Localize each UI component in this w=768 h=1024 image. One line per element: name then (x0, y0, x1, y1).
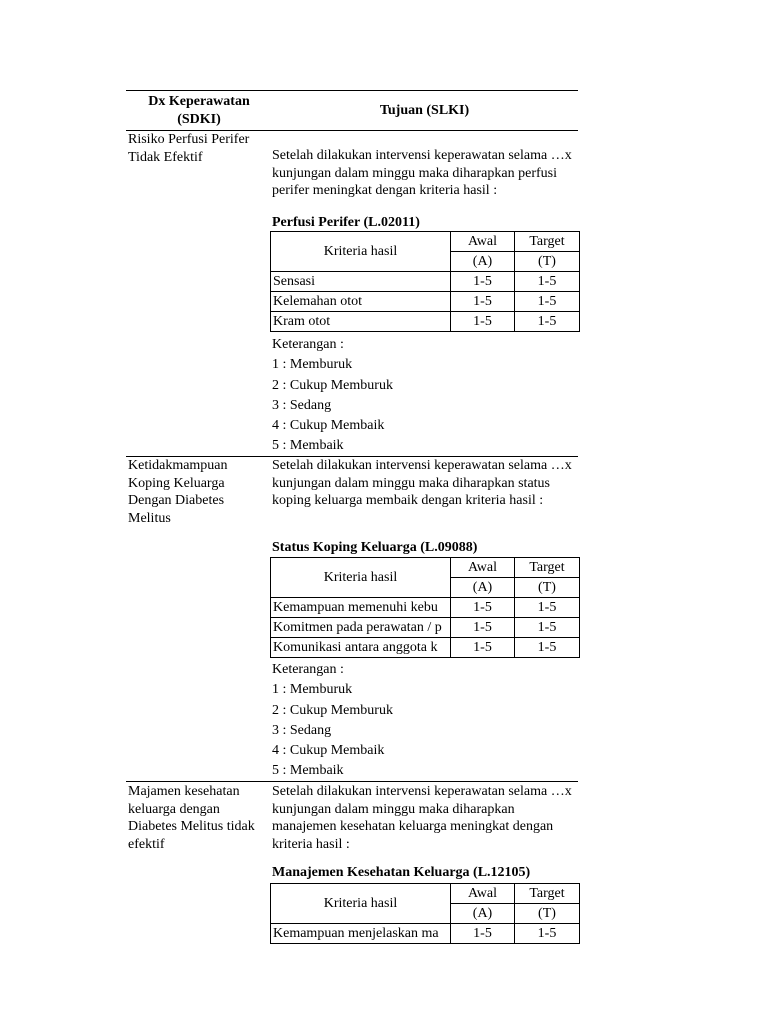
kriteria-cell: Sensasi (271, 272, 451, 292)
criteria-table-perfusi (270, 231, 580, 332)
awal-cell: 1-5 (451, 272, 515, 292)
subtitle-koping: Status Koping Keluarga (L.09088) (272, 540, 478, 555)
col-awal-header: Awal (451, 558, 515, 578)
kriteria-cell: Kemampuan memenuhi kebu (271, 598, 451, 618)
col-awal-header: Awal (451, 884, 515, 904)
criteria-table-koping (270, 557, 580, 658)
kriteria-cell: Kelemahan otot (271, 292, 451, 312)
col-target-code: (T) (515, 904, 580, 924)
table-row (271, 924, 580, 944)
keterangan-title: Keterangan : (272, 337, 344, 352)
kriteria-cell: Komunikasi antara anggota k (271, 638, 451, 658)
keterangan-item: 2 : Cukup Memburuk (272, 377, 393, 393)
keterangan-item: 5 : Membaik (272, 438, 344, 454)
goal-manajemen: Setelah dilakukan intervensi keperawatan selama …x kunjungan dalam minggu maka diharapkan manajemen kesehatan keluarga meningkat dengan kriteria hasil : (272, 784, 572, 852)
col-target-header: Target (515, 232, 580, 252)
col-kriteria-header: Kriteria hasil (271, 884, 451, 924)
target-cell: 1-5 (515, 598, 580, 618)
col-awal-code: (A) (451, 904, 515, 924)
table-row (271, 598, 580, 618)
col-awal-code: (A) (451, 252, 515, 272)
subtitle-perfusi: Perfusi Perifer (L.02011) (272, 215, 420, 230)
target-cell: 1-5 (515, 272, 580, 292)
table-row (271, 292, 580, 312)
col-awal-code: (A) (451, 578, 515, 598)
keterangan-item: 2 : Cukup Memburuk (272, 702, 393, 718)
target-cell: 1-5 (515, 312, 580, 332)
subtitle-manajemen: Manajemen Kesehatan Keluarga (L.12105) (272, 865, 531, 880)
dx-koping: Ketidakmampuan Koping Keluarga Dengan Diabetes Melitus (128, 458, 228, 526)
header-tujuan: Tujuan (SLKI) (379, 103, 470, 118)
goal-koping: Setelah dilakukan intervensi keperawatan selama …x kunjungan dalam minggu maka diharapkan status koping keluarga membaik dengan kriteria hasil : (272, 458, 572, 508)
col-awal-header: Awal (451, 232, 515, 252)
table-row (271, 272, 580, 292)
keterangan-item: 5 : Membaik (272, 763, 344, 779)
header-dx-line2: (SDKI) (177, 111, 221, 127)
dx-manajemen: Majamen kesehatan keluarga dengan Diabetes Melitus tidak efektif (128, 784, 255, 852)
table-row (271, 638, 580, 658)
keterangan-koping (272, 660, 393, 782)
col-target-header: Target (515, 558, 580, 578)
table-top-rule (126, 90, 578, 91)
awal-cell: 1-5 (451, 292, 515, 312)
kriteria-cell: Komitmen pada perawatan / p (271, 618, 451, 638)
criteria-table-manajemen (270, 883, 580, 944)
col-target-header: Target (515, 884, 580, 904)
target-cell: 1-5 (515, 292, 580, 312)
keterangan-item: 1 : Memburuk (272, 682, 353, 698)
row-divider (126, 781, 578, 782)
header-dx-line1: Dx Keperawatan (148, 94, 250, 109)
keterangan-title: Keterangan : (272, 662, 344, 677)
col-target-code: (T) (515, 252, 580, 272)
target-cell: 1-5 (515, 924, 580, 944)
awal-cell: 1-5 (451, 638, 515, 658)
header-dx (128, 93, 270, 128)
target-cell: 1-5 (515, 618, 580, 638)
kriteria-cell: Kram otot (271, 312, 451, 332)
keterangan-item: 3 : Sedang (272, 397, 332, 413)
target-cell: 1-5 (515, 638, 580, 658)
keterangan-item: 4 : Cukup Membaik (272, 743, 385, 759)
keterangan-item: 4 : Cukup Membaik (272, 418, 385, 434)
awal-cell: 1-5 (451, 312, 515, 332)
goal-perfusi: Setelah dilakukan intervensi keperawatan selama …x kunjungan dalam minggu maka diharapkan perfusi perifer meningkat dengan kriteria hasil : (272, 148, 572, 198)
keterangan-perfusi (272, 335, 393, 457)
keterangan-item: 1 : Memburuk (272, 357, 353, 373)
awal-cell: 1-5 (451, 924, 515, 944)
table-row (271, 312, 580, 332)
col-target-code: (T) (515, 578, 580, 598)
keterangan-item: 3 : Sedang (272, 722, 332, 738)
dx-perfusi: Risiko Perfusi Perifer Tidak Efektif (128, 132, 250, 165)
table-row (271, 618, 580, 638)
col-kriteria-header: Kriteria hasil (271, 558, 451, 598)
col-kriteria-header: Kriteria hasil (271, 232, 451, 272)
awal-cell: 1-5 (451, 618, 515, 638)
awal-cell: 1-5 (451, 598, 515, 618)
kriteria-cell: Kemampuan menjelaskan ma (271, 924, 451, 944)
